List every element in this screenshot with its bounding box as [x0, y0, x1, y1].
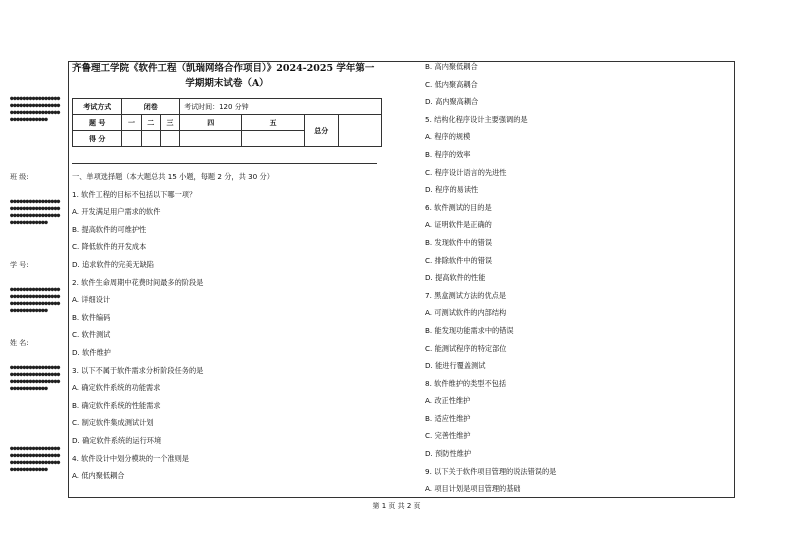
- score-cell: [180, 131, 242, 147]
- answer-option: C. 低内聚高耦合: [425, 79, 478, 89]
- question-stem: 5. 结构化程序设计主要强调的是: [425, 114, 528, 124]
- question-col-3: 三: [160, 115, 179, 131]
- answer-option: D. 追求软件的完美无缺陷: [72, 259, 154, 269]
- binding-dots: ●●●●●●●●●●●●●●●●●●●●●●●●●●●●●●●●●●●●●●●●●●●●●●●●●●●●●●●●●●●●: [10, 364, 60, 392]
- answer-option: B. 高内聚低耦合: [425, 62, 478, 71]
- question-stem: 1. 软件工程的目标不包括以下哪一项？: [72, 189, 197, 199]
- answer-option: B. 能发现功能需求中的错误: [425, 325, 514, 335]
- answer-option: C. 软件测试: [72, 330, 111, 340]
- answer-option: B. 适应性维护: [425, 413, 471, 423]
- question-col-1: 一: [122, 115, 141, 131]
- answer-option: A. 程序的规模: [425, 132, 471, 142]
- section-heading: 一、单项选择题（本大题总共 15 小题，每题 2 分，共 30 分）: [72, 172, 274, 181]
- answer-option: D. 确定软件系统的运行环境: [72, 435, 162, 445]
- binding-dots: ●●●●●●●●●●●●●●●●●●●●●●●●●●●●●●●●●●●●●●●●●●●●●●●●●●●●●●●●●●●●: [10, 95, 60, 123]
- answer-option: D. 提高软件的性能: [425, 273, 486, 283]
- score-cell: [141, 131, 160, 147]
- question-stem: 3. 以下不属于软件需求分析阶段任务的是: [72, 365, 204, 375]
- answer-option: B. 软件编码: [72, 312, 111, 322]
- question-stem: 2. 软件生命周期中花费时间最多的阶段是: [72, 277, 204, 287]
- answer-option: A. 可测试软件的内部结构: [425, 308, 507, 318]
- question-col-5: 五: [242, 115, 304, 131]
- answer-option: A. 证明软件是正确的: [425, 220, 492, 230]
- answer-option: A. 低内聚低耦合: [72, 471, 125, 481]
- binding-dots: ●●●●●●●●●●●●●●●●●●●●●●●●●●●●●●●●●●●●●●●●●●●●●●●●●●●●●●●●●●●●: [10, 198, 60, 226]
- binding-strip: [6, 90, 62, 530]
- answer-option: C. 程序设计语言的先进性: [425, 167, 507, 177]
- exam-title-line2: 学期期末试卷（A）: [185, 78, 269, 89]
- left-column: [72, 168, 382, 485]
- score-cell: [122, 131, 141, 147]
- answer-option: B. 提高软件的可维护性: [72, 224, 147, 234]
- right-column: [425, 58, 730, 498]
- exam-title-line1: 齐鲁理工学院《软件工程（凯瑞网络合作项目）》2024-2025 学年第一: [72, 63, 375, 74]
- exam-time: 考试时间：120 分钟: [180, 99, 382, 115]
- answer-option: A. 项目计划是项目管理的基础: [425, 484, 521, 494]
- question-stem: 8. 软件维护的类型不包括: [425, 378, 507, 388]
- answer-option: A. 改正性维护: [425, 396, 471, 406]
- question-number-label: 题 号: [73, 115, 122, 131]
- answer-option: D. 软件维护: [72, 347, 111, 357]
- question-col-2: 二: [141, 115, 160, 131]
- question-col-4: 四: [180, 115, 242, 131]
- answer-option: A. 详细设计: [72, 295, 111, 305]
- answer-option: C. 排除软件中的错误: [425, 255, 493, 265]
- score-table: [72, 98, 382, 147]
- exam-method-label: 考试方式: [73, 99, 122, 115]
- answer-option: D. 预防性维护: [425, 449, 472, 459]
- student-id-label: 学 号:: [10, 261, 29, 269]
- answer-option: C. 完善性维护: [425, 431, 471, 441]
- answer-option: B. 程序的效率: [425, 149, 471, 159]
- total-score-cell: [338, 115, 381, 147]
- question-stem: 7. 黑盒测试方法的优点是: [425, 290, 507, 300]
- page-number: 第 1 页 共 2 页: [372, 502, 421, 510]
- answer-option: C. 能测试程序的特定部位: [425, 343, 507, 353]
- answer-option: C. 制定软件集成测试计划: [72, 418, 154, 428]
- answer-option: C. 降低软件的开发成本: [72, 242, 147, 252]
- question-stem: 4. 软件设计中划分模块的一个准则是: [72, 453, 189, 463]
- total-score-label: 总分: [304, 115, 338, 147]
- binding-dots: ●●●●●●●●●●●●●●●●●●●●●●●●●●●●●●●●●●●●●●●●●●●●●●●●●●●●●●●●●●●●: [10, 286, 60, 314]
- score-cell: [160, 131, 179, 147]
- score-cell: [242, 131, 304, 147]
- answer-option: D. 程序的易读性: [425, 185, 479, 195]
- answer-option: B. 发现软件中的错误: [425, 237, 493, 247]
- exam-header: [72, 61, 382, 91]
- class-label: 班 级:: [10, 173, 29, 181]
- score-row-label: 得 分: [73, 131, 122, 147]
- answer-option: D. 高内聚高耦合: [425, 97, 479, 107]
- exam-method-value: 闭卷: [122, 99, 180, 115]
- binding-dots: ●●●●●●●●●●●●●●●●●●●●●●●●●●●●●●●●●●●●●●●●●●●●●●●●●●●●●●●●●●●●: [10, 445, 60, 473]
- answer-option: D. 能进行覆盖测试: [425, 361, 486, 371]
- question-stem: 9. 以下关于软件项目管理的说法错误的是: [425, 466, 557, 476]
- question-stem: 6. 软件测试的目的是: [425, 202, 492, 212]
- answer-option: A. 确定软件系统的功能需求: [72, 383, 161, 393]
- exam-title: [72, 61, 382, 91]
- name-label: 姓 名:: [10, 339, 29, 347]
- answer-option: A. 开发满足用户需求的软件: [72, 207, 161, 217]
- header-separator: [72, 163, 377, 164]
- answer-option: B. 确定软件系统的性能需求: [72, 400, 161, 410]
